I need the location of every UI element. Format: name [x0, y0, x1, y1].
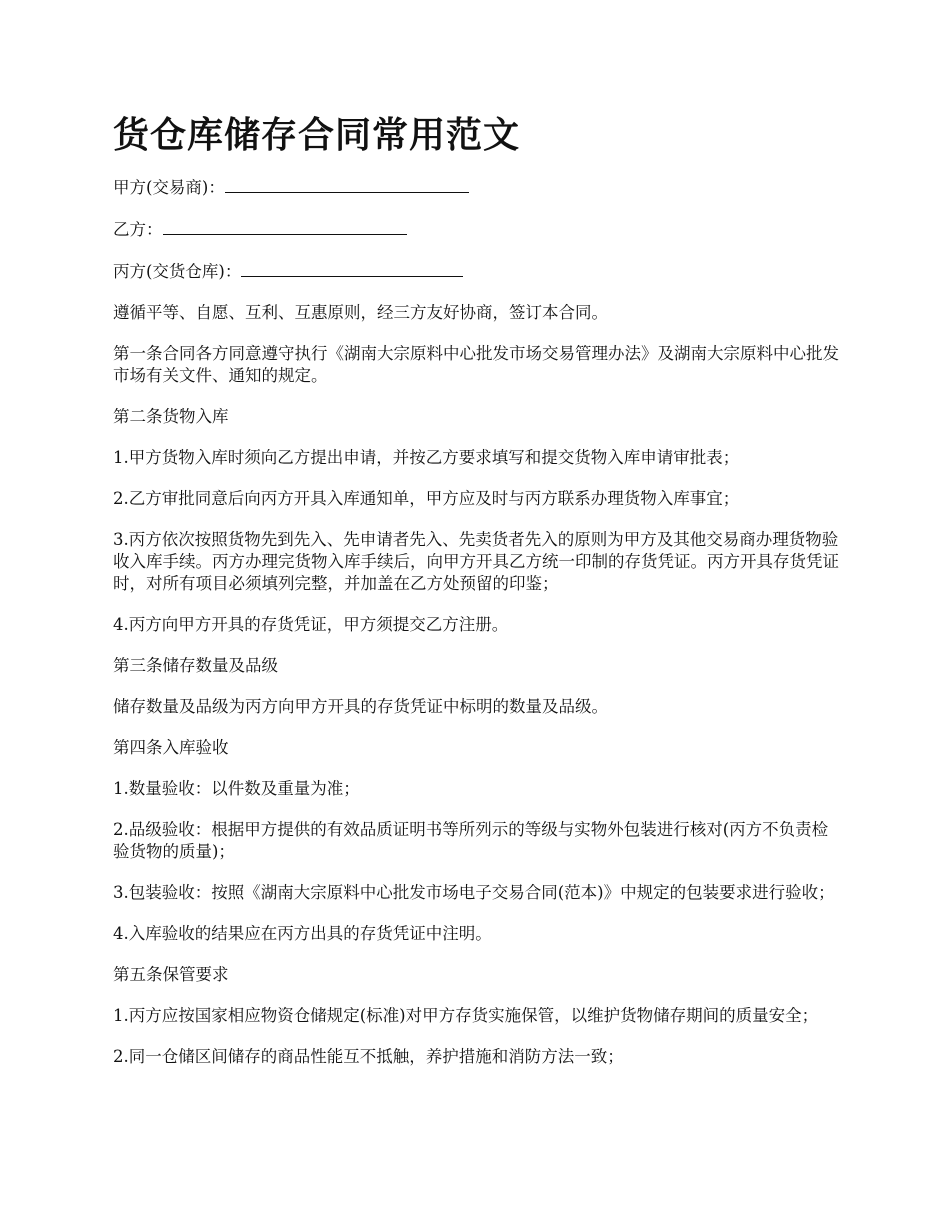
article-2-item-4: 4.丙方向甲方开具的存货凭证，甲方须提交乙方注册。	[113, 615, 509, 634]
party-b-label: 乙方：	[113, 220, 163, 239]
article-3-paragraph: 储存数量及品级为丙方向甲方开具的存货凭证中标明的数量及品级。	[113, 697, 608, 716]
article-4-item-1: 1.数量验收：以件数及重量为准；	[113, 779, 360, 798]
article-2-item-2: 2.乙方审批同意后向丙方开具入库通知单，甲方应及时与丙方联系办理货物入库事宜；	[113, 489, 740, 508]
party-c-label: 丙方(交货仓库)：	[113, 262, 242, 281]
party-a-line	[113, 176, 840, 199]
article-4-item-4: 4.入库验收的结果应在丙方出具的存货凭证中注明。	[113, 924, 492, 943]
party-c-blank	[241, 260, 463, 277]
article-4-heading: 第四条入库验收	[113, 738, 229, 757]
article-2-item-1: 1.甲方货物入库时须向乙方提出申请，并按乙方要求填写和提交货物入库申请审批表；	[113, 448, 740, 467]
party-a-label: 甲方(交易商)：	[113, 178, 225, 197]
article-4-item-3: 3.包装验收：按照《湖南大宗原料中心批发市场电子交易合同(范本)》中规定的包装要求进行验收；	[113, 883, 835, 902]
article-5-item-2: 2.同一仓储区间储存的商品性能互不抵触，养护措施和消防方法一致；	[113, 1047, 624, 1066]
article-1-paragraph: 第一条合同各方同意遵守执行《湖南大宗原料中心批发市场交易管理办法》及湖南大宗原料中心批发市场有关文件、通知的规定。	[113, 344, 839, 385]
document-page	[113, 110, 840, 1087]
article-2-heading: 第二条货物入库	[113, 407, 229, 426]
article-5-item-1: 1.丙方应按国家相应物资仓储规定(标准)对甲方存货实施保管，以维护货物储存期间的质量安全；	[113, 1006, 819, 1025]
party-c-line	[113, 260, 840, 283]
party-b-line	[113, 218, 840, 241]
preamble-paragraph: 遵循平等、自愿、互利、互惠原则，经三方友好协商，签订本合同。	[113, 303, 608, 322]
party-b-blank	[163, 218, 407, 235]
article-2-item-3: 3.丙方依次按照货物先到先入、先申请者先入、先卖货者先入的原则为甲方及其他交易商办理货物验收入库手续。丙方办理完货物入库手续后，向甲方开具乙方统一印制的存货凭证。丙方开具存货凭证时，对所有项目必须填列完整，并加盖在乙方处预留的印鉴；	[113, 530, 839, 593]
document-title: 货仓库储存合同常用范文	[113, 115, 521, 156]
article-5-heading: 第五条保管要求	[113, 965, 229, 984]
party-a-blank	[225, 176, 469, 193]
article-4-item-2: 2.品级验收：根据甲方提供的有效品质证明书等所列示的等级与实物外包装进行核对(丙方不负责检验货物的质量)；	[113, 820, 829, 861]
article-3-heading: 第三条储存数量及品级	[113, 656, 278, 675]
